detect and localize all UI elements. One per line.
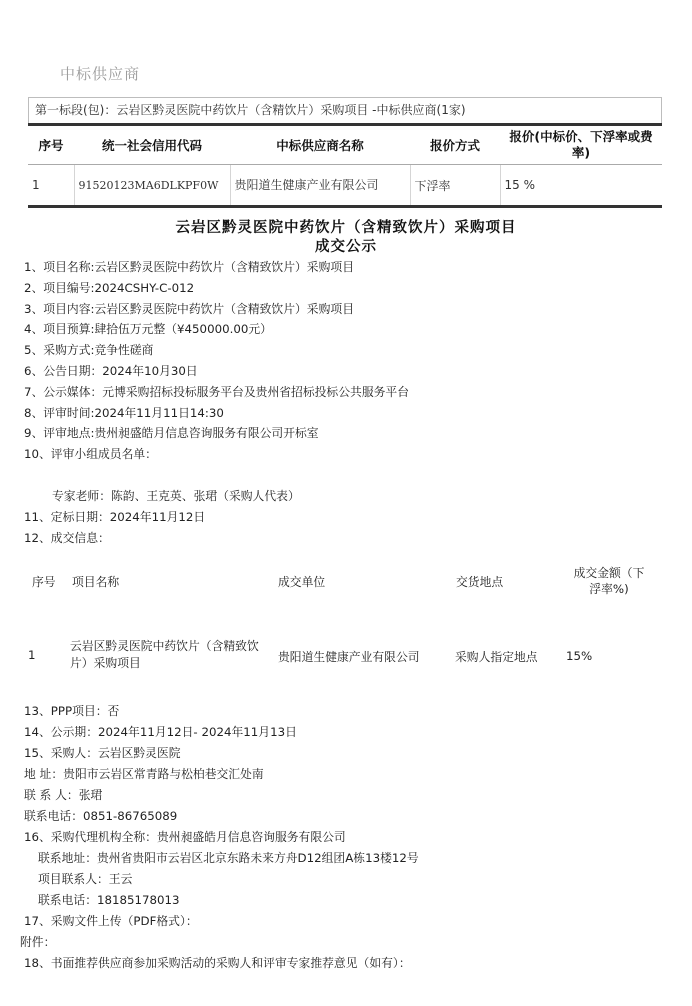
notice-line-14: 14、公示期：2024年11月12日- 2024年11月13日	[24, 725, 297, 739]
cell-index: 1	[28, 165, 74, 207]
col-header-quote: 报价(中标价、下浮率或费率)	[500, 125, 662, 165]
notice-line-2: 2、项目编号:2024CSHY-C-012	[24, 281, 195, 295]
deal-header-project: 项目名称	[72, 575, 120, 589]
section-title: 中标供应商	[60, 65, 141, 83]
deal-header-index: 序号	[32, 575, 56, 589]
cell-quote-method: 下浮率	[410, 165, 500, 207]
attachments-label: 附件：	[20, 935, 56, 949]
agency-phone: 联系电话：18185178013	[38, 893, 180, 907]
agency-address: 联系地址：贵州省贵阳市云岩区北京东路未来方舟D12组团A栋13楼12号	[38, 851, 419, 865]
notice-line-11: 11、定标日期：2024年11月12日	[24, 510, 206, 524]
lot-header: 第一标段(包)：云岩区黔灵医院中药饮片（含精饮片）采购项目 -中标供应商(1家)	[28, 97, 662, 123]
notice-line-16: 16、采购代理机构全称：贵州昶盛皓月信息咨询服务有限公司	[24, 830, 346, 844]
purchaser-address: 地 址：贵阳市云岩区常青路与松柏巷交汇处南	[24, 767, 264, 781]
col-header-supplier-name: 中标供应商名称	[230, 125, 410, 165]
notice-line-5: 5、采购方式:竞争性磋商	[24, 343, 154, 357]
deal-header-amount: 成交金额（下浮率%)	[573, 566, 645, 596]
col-header-credit-code: 统一社会信用代码	[74, 125, 230, 165]
deal-cell-index: 1	[28, 648, 36, 662]
notice-line-1: 1、项目名称:云岩区黔灵医院中药饮片（含精致饮片）采购项目	[24, 260, 354, 274]
notice-line-18: 18、书面推荐供应商参加采购活动的采购人和评审专家推荐意见（如有）：	[24, 956, 411, 970]
cell-supplier-name: 贵阳道生健康产业有限公司	[230, 165, 410, 207]
notice-line-3: 3、项目内容:云岩区黔灵医院中药饮片（含精致饮片）采购项目	[24, 302, 354, 316]
expert-list: 专家老师：陈韵、王克英、张珺（采购人代表）	[52, 489, 300, 503]
purchaser-contact: 联 系 人：张珺	[24, 788, 103, 802]
notice-subtitle: 成交公示	[315, 239, 377, 255]
purchaser-phone: 联系电话：0851-86765089	[24, 809, 178, 823]
notice-line-7: 7、公示媒体：元博采购招标投标服务平台及贵州省招标投标公共服务平台	[24, 385, 410, 399]
deal-header-unit: 成交单位	[278, 575, 326, 589]
deal-header-location: 交货地点	[456, 575, 504, 589]
notice-line-17: 17、采购文件上传（PDF格式）：	[24, 914, 198, 928]
notice-line-9: 9、评审地点:贵州昶盛皓月信息咨询服务有限公司开标室	[24, 426, 319, 440]
notice-line-8: 8、评审时间:2024年11月11日14:30	[24, 406, 224, 420]
notice-line-12: 12、成交信息：	[24, 531, 110, 545]
cell-credit-code: 91520123MA6DLKPF0W	[74, 165, 230, 207]
winner-table	[28, 123, 662, 208]
deal-cell-location: 采购人指定地点	[455, 650, 538, 664]
col-header-quote-method: 报价方式	[410, 125, 500, 165]
deal-cell-project: 云岩区黔灵医院中药饮片（含精致饮片）采购项目	[70, 639, 259, 670]
notice-title: 云岩区黔灵医院中药饮片（含精致饮片）采购项目	[175, 220, 517, 236]
deal-cell-amount: 15%	[566, 649, 593, 663]
table-row	[28, 165, 662, 207]
winner-table-header-row	[28, 125, 662, 165]
col-header-index: 序号	[28, 125, 74, 165]
notice-line-6: 6、公告日期：2024年10月30日	[24, 364, 198, 378]
notice-line-4: 4、项目预算:肆拾伍万元整（¥450000.00元）	[24, 322, 272, 336]
cell-quote-value: 15 %	[500, 165, 662, 207]
notice-line-10: 10、评审小组成员名单：	[24, 447, 157, 461]
agency-contact: 项目联系人：王云	[38, 872, 133, 886]
deal-cell-unit: 贵阳道生健康产业有限公司	[278, 650, 420, 664]
notice-line-13: 13、PPP项目：否	[24, 704, 120, 718]
notice-line-15: 15、采购人：云岩区黔灵医院	[24, 746, 181, 760]
